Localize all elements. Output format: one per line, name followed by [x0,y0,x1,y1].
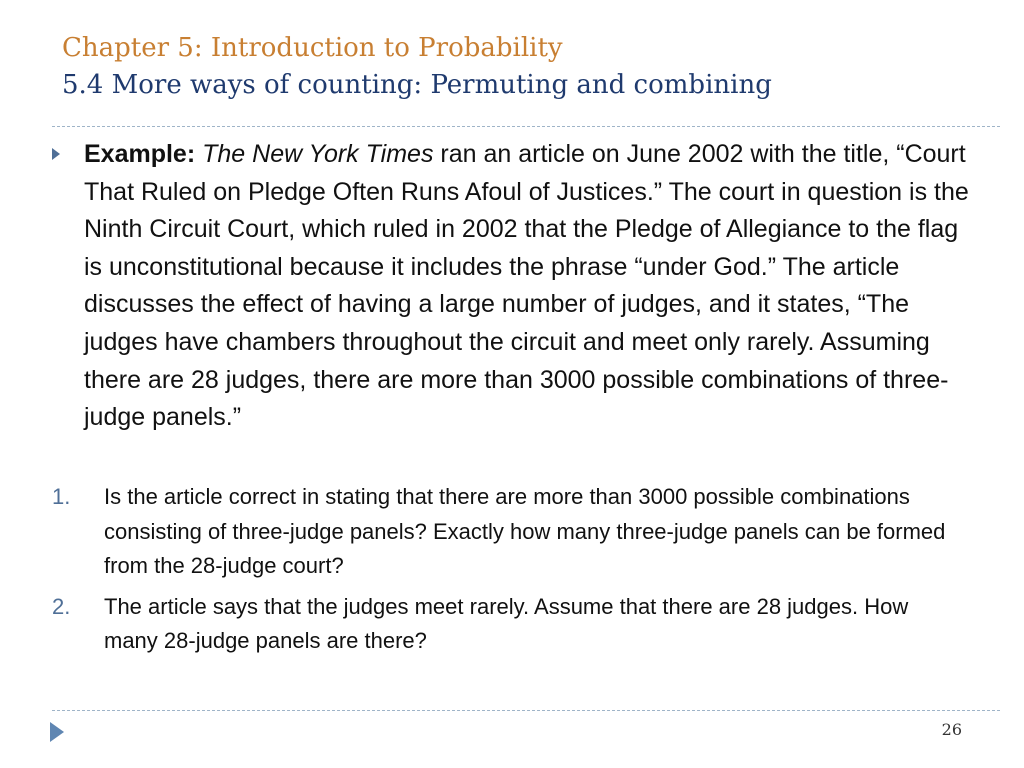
example-label: Example: [84,140,196,168]
question-number: 2. [52,593,71,619]
question-text: The article says that the judges meet rarely. Assume that there are 28 judges. How many 28-judge panels are there? [104,593,909,653]
section-title: 5.4 More ways of counting: Permuting and combining [62,70,772,100]
next-arrow-icon[interactable] [50,722,64,742]
example-source: The New York Times [202,140,434,168]
slide-header [62,30,1002,104]
footer-divider [52,710,1000,711]
example-body: ran an article on June 2002 with the title, “Court That Ruled on Pledge Often Runs Afoul of Justices.” The court in question is the Ninth Circuit Court, which ruled in 2002 that the Pledge of Allegiance to the flag is unconstitutional because it includes the phrase “under God.” The article discusses the effect of having a large number of judges, and it states, “The judges have chambers throughout the circuit and meet only rarely. Assuming there are 28 judges, there are more than 3000 possible combinations of three-judge panels.” [84,140,969,432]
question-text: Is the article correct in stating that there are more than 3000 possible combinations consisting of three-judge panels? Exactly how many three-judge panels can be formed from the 28-judge court? [104,484,946,578]
chapter-title: Chapter 5: Introduction to Probability [62,33,563,63]
page-number: 26 [941,720,962,739]
header-divider [52,126,1000,127]
question-item [52,480,952,584]
question-item [52,590,952,659]
example-paragraph [84,136,972,437]
example-bullet [52,136,972,437]
question-number: 1. [52,484,71,509]
question-list [52,480,952,659]
triangle-bullet-icon [52,148,60,160]
